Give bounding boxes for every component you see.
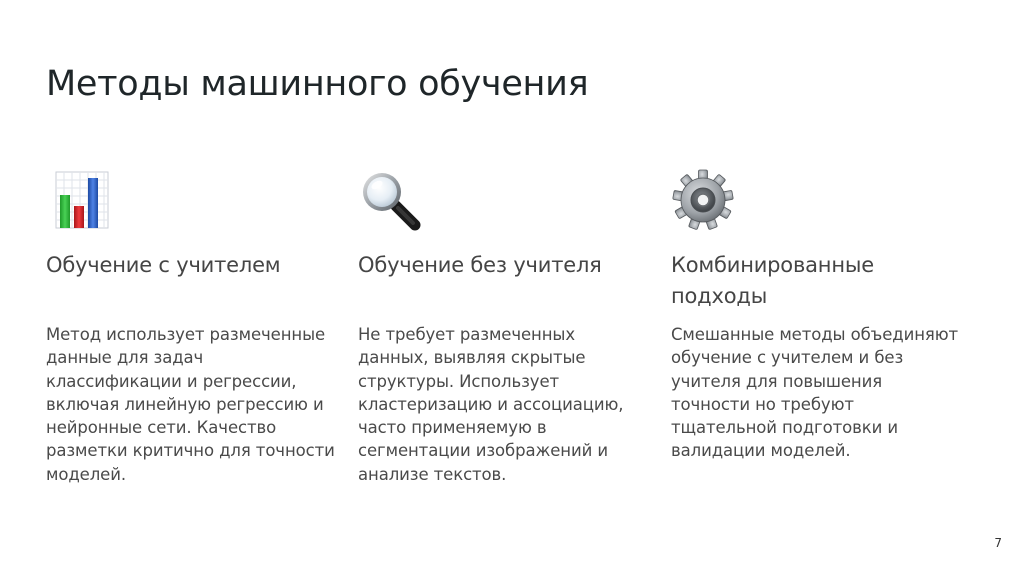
gear-icon <box>671 168 735 232</box>
column-description: Метод использует размеченные данные для задач классификации и регрессии, включая линейную регрессию и нейронные сети. Качество разметки критично для точности моделей. <box>46 325 335 484</box>
column-supervised <box>46 168 338 484</box>
column-description: Смешанные методы объединяют обучение с учителем и без учителя для повышения точности но требуют тщательной подготовки и валидации моделей. <box>671 325 959 461</box>
magnifier-icon <box>358 168 422 232</box>
slide-title: Методы машинного обучения <box>46 64 589 104</box>
column-unsupervised <box>358 168 650 484</box>
column-combined <box>671 168 963 461</box>
page-number: 7 <box>994 536 1002 550</box>
column-description: Не требует размеченных данных, выявляя скрытые структуры. Использует кластеризацию и ассоциацию, часто применяемую в сегментации изображений и анализе текстов. <box>358 325 624 484</box>
column-heading: Обучение с учителем <box>46 253 281 277</box>
bar-chart-icon <box>50 168 114 232</box>
column-heading: Комбинированные подходы <box>671 253 874 308</box>
column-heading: Обучение без учителя <box>358 253 602 277</box>
